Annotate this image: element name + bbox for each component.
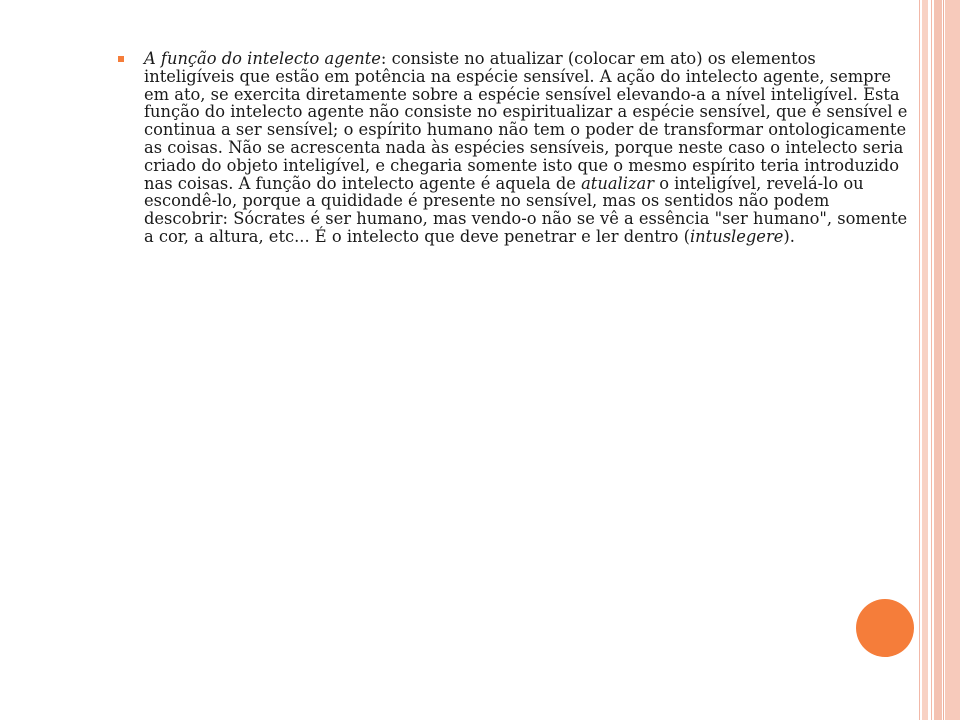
italic-term: intuslegere <box>689 226 784 246</box>
decorative-stripe <box>922 0 928 720</box>
accent-circle <box>856 599 914 657</box>
slide-content <box>118 50 908 246</box>
paragraph-text-2: o inteligível, revelá-lo ou escondê-lo, porque a quididade é presente no sensível, mas os sentidos não podem descobrir: Sócrates é ser humano, mas vendo-o não se vê a essência "ser humano", somente a cor, a altura, etc... É o intelecto que deve penetrar e ler dentro ( <box>144 173 908 246</box>
decorative-stripe <box>931 0 932 720</box>
paragraph-text-1: : consiste no atualizar (colocar em ato) os elementos inteligíveis que estão em potência na espécie sensível. A ação do intelecto agente, sempre em ato, se exercita diretamente sobre a espécie sensível elevando-a a nível inteligível. Esta função do intelecto agente não consiste no espiritualizar a espécie sensível, que é sensível e continua a ser sensível; o espírito humano não tem o poder de transformar ontologicamente as coisas. Não se acrescenta nada às espécies sensíveis, porque neste caso o intelecto seria criado do objeto inteligível, e chegaria somente isto que o mesmo espírito teria introduzido nas coisas. A função do intelecto agente é aquela de <box>144 49 908 193</box>
bullet-paragraph <box>118 50 908 246</box>
decorative-stripe <box>945 0 960 720</box>
lead-term: A função do intelecto agente <box>144 49 381 68</box>
square-bullet-icon <box>118 56 124 62</box>
decorative-stripe <box>943 0 944 720</box>
italic-word: atualizar <box>581 173 655 193</box>
paragraph-text-3: ). <box>783 226 795 246</box>
decorative-stripe <box>934 0 942 720</box>
decorative-stripe <box>919 0 920 720</box>
